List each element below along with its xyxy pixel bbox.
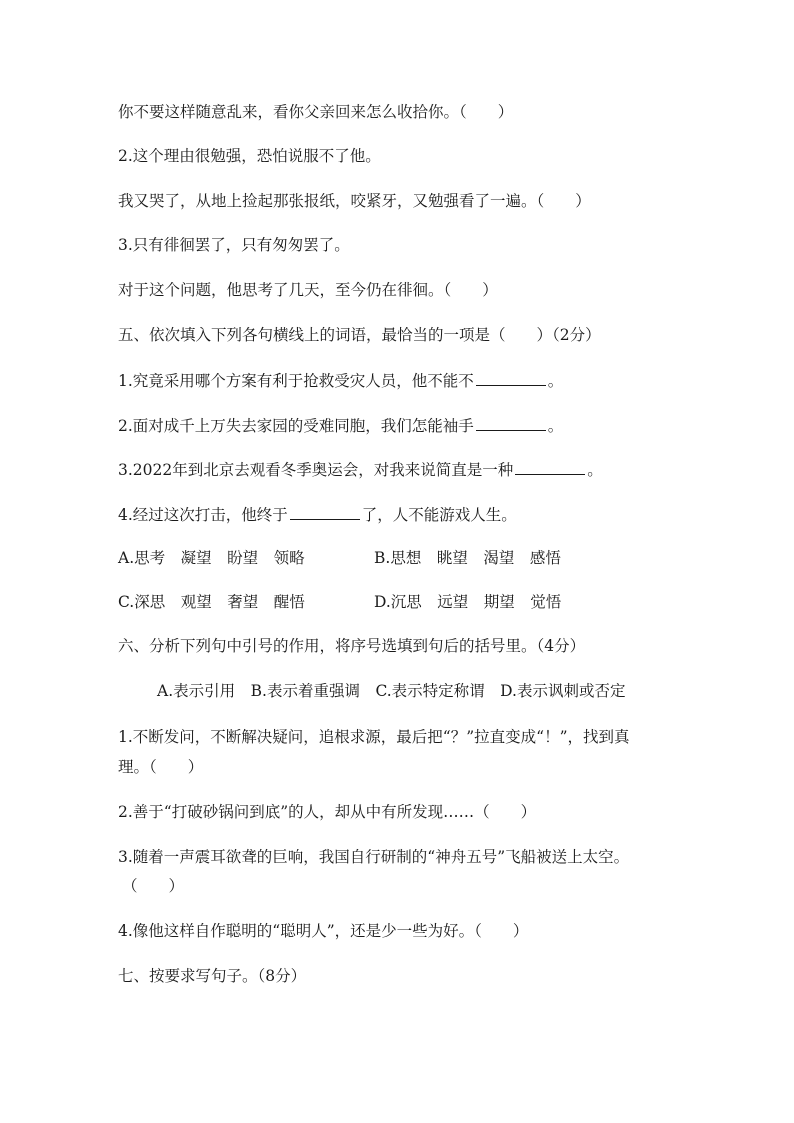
option-c: C.深思 观望 奢望 醒悟 bbox=[118, 593, 305, 611]
question-item: 3.只有徘徊罢了，只有匆匆罢了。 bbox=[118, 236, 350, 254]
answer-blank[interactable] bbox=[290, 503, 360, 520]
question-text: 1.究竟采用哪个方案有利于抢救受灾人员，他不能不 bbox=[118, 372, 474, 390]
question-item: 1.不断发问，不断解决疑问，追根求源，最后把“？”拉直变成“！”，找到真 bbox=[118, 728, 630, 746]
answer-blank[interactable] bbox=[476, 369, 546, 386]
question-text: 了，人不能游戏人生。 bbox=[361, 506, 517, 524]
question-text: 2.面对成千上万失去家园的受难同胞，我们怎能袖手 bbox=[118, 417, 474, 435]
question-item-continued: 理。（ ） bbox=[118, 758, 204, 776]
question-item bbox=[118, 503, 517, 525]
option-b: B.思想 眺望 渴望 感悟 bbox=[374, 549, 561, 567]
answer-options: A.表示引用 B.表示着重强调 C.表示特定称谓 D.表示讽刺或否定 bbox=[157, 682, 626, 700]
question-item bbox=[118, 458, 603, 480]
question-item: 3.随着一声震耳欲聋的巨响，我国自行研制的“神舟五号”飞船被送上太空。 bbox=[118, 848, 630, 866]
option-a: A.思考 凝望 盼望 领略 bbox=[118, 549, 305, 567]
question-text: 。 bbox=[587, 461, 603, 479]
sentence-line: 对于这个问题，他思考了几天，至今仍在徘徊。（ ） bbox=[118, 281, 498, 299]
question-text: 3.2022年到北京去观看冬季奥运会，对我来说简直是一种 bbox=[118, 461, 514, 479]
question-item bbox=[118, 414, 563, 436]
option-d: D.沉思 远望 期望 觉悟 bbox=[374, 593, 562, 611]
answer-blank[interactable] bbox=[515, 458, 585, 475]
section-heading: 七、按要求写句子。（8分） bbox=[118, 967, 307, 985]
sentence-line: 你不要这样随意乱来，看你父亲回来怎么收拾你。（ ） bbox=[118, 103, 514, 121]
question-text: 。 bbox=[547, 372, 564, 390]
section-heading: 六、分析下列句中引号的作用，将序号选填到句后的括号里。（4分） bbox=[118, 637, 586, 655]
question-item bbox=[118, 369, 563, 391]
question-text: 4.经过这次打击，他终于 bbox=[118, 506, 288, 524]
section-heading: 五、依次填入下列各句横线上的词语，最恰当的一项是（ ）（2分） bbox=[118, 326, 601, 344]
sentence-line: 我又哭了，从地上捡起那张报纸，咬紧牙，又勉强看了一遍。（ ） bbox=[118, 192, 591, 210]
question-item: 4.像他这样自作聪明的“聪明人”，还是少一些为好。（ ） bbox=[118, 922, 529, 940]
question-item-continued: （ ） bbox=[122, 877, 185, 895]
question-text: 。 bbox=[547, 417, 564, 435]
answer-blank[interactable] bbox=[476, 414, 546, 431]
question-item: 2.这个理由很勉强，恐怕说服不了他。 bbox=[118, 147, 381, 165]
question-item: 2.善于“打破砂锅问到底”的人，却从中有所发现……（ ） bbox=[118, 803, 537, 821]
